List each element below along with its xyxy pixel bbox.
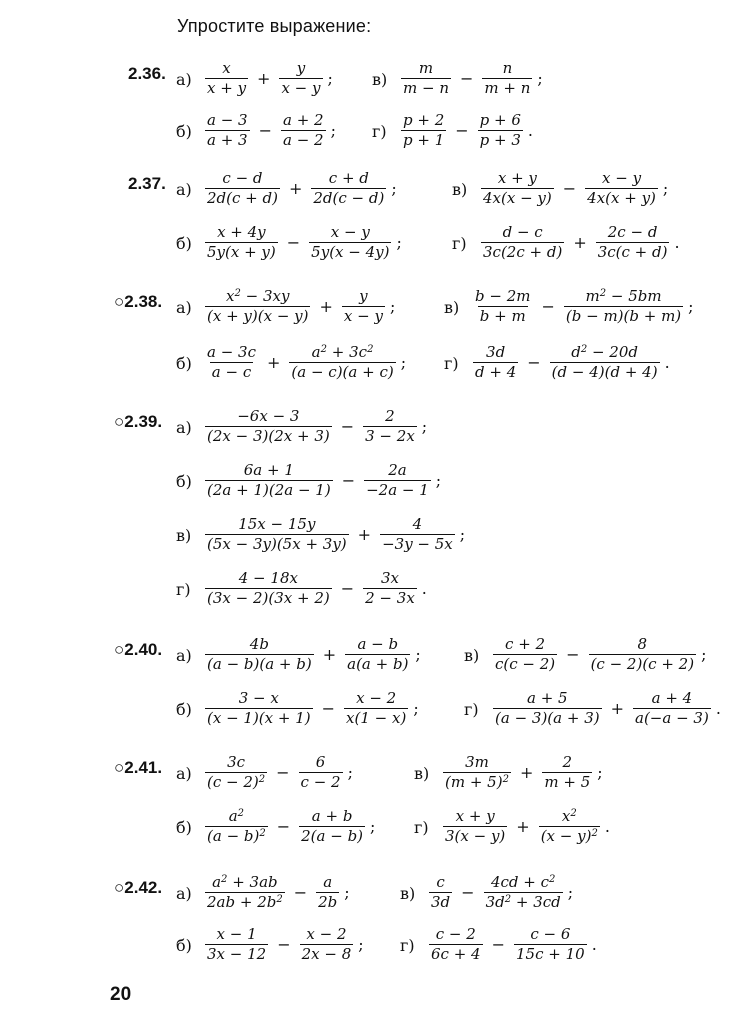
fraction: [360, 408, 420, 445]
math-expression: [202, 224, 402, 261]
math-expression: [202, 462, 441, 499]
denominator: 3 − 2x: [365, 427, 415, 445]
operator: −: [491, 935, 505, 954]
punctuation: .: [664, 353, 670, 372]
numerator: $a^2 + 3ab$: [212, 873, 278, 891]
numerator: d − c: [502, 223, 543, 241]
item-label: б): [176, 700, 192, 719]
fraction: [470, 344, 521, 381]
numerator: $m^2 - 5bm$: [585, 287, 662, 305]
math-expression: [202, 112, 336, 149]
denominator: (a − 3)(a + 3): [495, 709, 600, 727]
denominator: (x − 1)(x + 1): [207, 709, 311, 727]
numerator: x − 2: [356, 689, 397, 707]
denominator: (c − 2)(c + 2): [590, 655, 695, 673]
denominator: 4x(x + y): [587, 189, 656, 207]
denominator: m − n: [403, 79, 449, 97]
math-expression: [398, 60, 543, 97]
denominator: a + 3: [207, 131, 248, 149]
numerator: a − 3: [207, 111, 248, 129]
numerator: 6: [315, 753, 326, 771]
fraction: [202, 344, 261, 381]
math-expression: [202, 60, 333, 97]
fraction: [339, 288, 388, 325]
item-label: а): [176, 70, 192, 89]
fraction: [561, 288, 686, 325]
numerator: c − d: [222, 169, 263, 187]
denominator: (x + y)(x − y): [207, 307, 309, 325]
punctuation: ;: [330, 121, 336, 140]
numerator: 3x: [380, 569, 399, 587]
item-label: г): [444, 354, 459, 373]
fraction: [202, 112, 253, 149]
denominator: 5y(x + y): [207, 243, 276, 261]
denominator: 2x − 8: [301, 945, 352, 963]
item-label: а): [176, 764, 192, 783]
numerator: $a^2$: [228, 807, 245, 825]
fraction: [202, 224, 281, 261]
operator: −: [321, 699, 336, 718]
fraction: [377, 516, 458, 553]
math-expression: [202, 288, 395, 325]
numerator: 3m: [465, 753, 489, 771]
numerator: y: [359, 287, 368, 305]
punctuation: ;: [688, 297, 694, 316]
item-label: в): [176, 526, 192, 545]
math-expression: [202, 408, 427, 445]
denominator: x + y: [207, 79, 247, 97]
operator: −: [276, 763, 290, 782]
fraction: [475, 112, 526, 149]
operator: +: [516, 817, 530, 836]
problem-number: ○2.41.: [114, 758, 163, 777]
item-label: б): [176, 122, 192, 141]
numerator: a + 2: [283, 111, 324, 129]
denominator: 15c + 10: [516, 945, 585, 963]
denominator: (a − c)(a + c): [291, 363, 394, 381]
math-expression: [478, 224, 680, 261]
punctuation: ;: [415, 645, 421, 664]
item-label: а): [176, 884, 192, 903]
denominator: (5x − 3y)(5x + 3y): [207, 535, 347, 553]
fraction: [202, 874, 288, 911]
denominator: 6c + 4: [431, 945, 481, 963]
punctuation: ;: [344, 883, 350, 902]
denominator: b + m: [479, 307, 526, 325]
denominator: $3d^2 + 3cd$: [485, 893, 561, 911]
operator: −: [277, 935, 291, 954]
punctuation: ;: [327, 69, 333, 88]
math-expression: [202, 344, 406, 381]
denominator: (2x − 3)(2x + 3): [207, 427, 330, 445]
item-label: в): [452, 180, 468, 199]
numerator: a + b: [311, 807, 353, 825]
operator: −: [340, 417, 355, 436]
item-label: г): [414, 818, 429, 837]
numerator: x + 4y: [217, 223, 266, 241]
denominator: $(m + 5)^2$: [445, 773, 509, 791]
fraction: [630, 690, 714, 727]
item-label: б): [176, 472, 192, 491]
punctuation: ;: [597, 763, 603, 782]
numerator: 2a: [388, 461, 407, 479]
denominator: 2d(c − d): [313, 189, 385, 207]
denominator: x(1 − x): [346, 709, 407, 727]
numerator: n: [502, 59, 513, 77]
denominator: (a − b)(a + b): [207, 655, 312, 673]
operator: −: [541, 297, 555, 316]
fraction: [593, 224, 673, 261]
numerator: a − b: [357, 635, 399, 653]
math-expression: [202, 636, 421, 673]
denominator: (b − m)(b + m): [565, 307, 682, 325]
math-expression: [202, 926, 364, 963]
item-label: б): [176, 234, 192, 253]
numerator: b − 2m: [475, 287, 531, 305]
denominator: a(a + b): [347, 655, 409, 673]
fraction: [342, 636, 413, 673]
punctuation: ;: [389, 297, 396, 316]
fraction: [470, 288, 535, 325]
numerator: $4cd + c^2$: [490, 873, 556, 891]
fraction: [202, 636, 317, 673]
math-expression: [202, 874, 350, 911]
item-label: б): [176, 354, 192, 373]
operator: +: [610, 699, 624, 718]
fraction: [478, 170, 557, 207]
operator: +: [288, 179, 303, 198]
problem-number: ○2.39.: [114, 412, 163, 431]
fraction: [202, 60, 251, 97]
denominator: x − y: [281, 79, 321, 97]
fraction: [202, 690, 316, 727]
item-label: в): [400, 884, 416, 903]
item-label: а): [176, 298, 192, 317]
numerator: p + 2: [403, 111, 445, 129]
operator: −: [566, 645, 580, 664]
numerator: c + 2: [505, 635, 546, 653]
numerator: $x^2$: [561, 807, 577, 825]
numerator: 4 − 18x: [238, 569, 298, 587]
punctuation: ;: [567, 883, 574, 902]
fraction: [202, 570, 335, 607]
numerator: $x^2 - 3xy$: [226, 287, 290, 305]
numerator: x − y: [602, 169, 642, 187]
fraction: [490, 636, 560, 673]
fraction: [547, 344, 663, 381]
numerator: 3c: [227, 753, 246, 771]
fraction: [202, 462, 336, 499]
fraction: [490, 690, 605, 727]
item-label: б): [176, 936, 192, 955]
denominator: 3c(c + d): [597, 243, 668, 261]
fraction: [308, 170, 389, 207]
numerator: x − 1: [216, 925, 257, 943]
operator: −: [286, 233, 301, 252]
denominator: 3x − 12: [207, 945, 267, 963]
numerator: 3 − x: [238, 689, 279, 707]
punctuation: ;: [421, 417, 428, 436]
numerator: c + d: [328, 169, 369, 187]
operator: +: [357, 525, 372, 544]
denominator: m + 5: [544, 773, 591, 791]
denominator: 3(x − y): [445, 827, 506, 845]
problem-number: 2.36.: [128, 64, 166, 83]
fraction: [341, 690, 411, 727]
item-label: а): [176, 180, 192, 199]
denominator: m + n: [484, 79, 531, 97]
problem-number: ○2.38.: [114, 292, 163, 311]
punctuation: .: [674, 233, 680, 252]
item-label: г): [372, 122, 387, 141]
numerator: c: [436, 873, 445, 891]
operator: +: [319, 297, 333, 316]
fraction: [481, 874, 566, 911]
denominator: $(c - 2)^2$: [207, 773, 266, 791]
punctuation: ;: [391, 179, 397, 198]
fraction: [536, 808, 603, 845]
punctuation: .: [715, 699, 721, 718]
punctuation: ;: [413, 699, 419, 718]
numerator: x + y: [497, 169, 537, 187]
math-expression: [490, 690, 721, 727]
math-expression: [202, 690, 419, 727]
numerator: c − 2: [435, 925, 476, 943]
fraction: [361, 462, 434, 499]
operator: +: [519, 763, 534, 782]
item-label: г): [176, 580, 191, 599]
fraction: [360, 570, 420, 607]
denominator: −3y − 5x: [382, 535, 453, 553]
denominator: a − c: [211, 363, 252, 381]
problem-number: ○2.42.: [114, 878, 163, 897]
numerator: 2: [385, 407, 395, 425]
operator: −: [461, 883, 475, 902]
numerator: 2: [562, 753, 573, 771]
item-label: в): [444, 298, 460, 317]
item-label: в): [372, 70, 388, 89]
operator: −: [527, 353, 541, 372]
punctuation: ;: [662, 179, 669, 198]
denominator: −2a − 1: [366, 481, 429, 499]
numerator: 8: [637, 635, 648, 653]
punctuation: ;: [358, 935, 364, 954]
math-expression: [426, 926, 597, 963]
denominator: 3d: [431, 893, 451, 911]
operator: −: [341, 471, 356, 490]
numerator: x + y: [455, 807, 495, 825]
denominator: x − y: [343, 307, 383, 325]
operator: −: [340, 579, 355, 598]
denominator: (d − 4)(d + 4): [551, 363, 658, 381]
operator: −: [276, 817, 291, 836]
math-expression: [440, 808, 610, 845]
denominator: 2d(c + d): [207, 189, 278, 207]
fraction: [286, 344, 398, 381]
fraction: [202, 516, 352, 553]
operator: −: [455, 121, 469, 140]
denominator: 2(a − b): [301, 827, 364, 845]
numerator: $d^2 - 20d$: [571, 343, 638, 361]
punctuation: .: [527, 121, 533, 140]
fraction: [440, 754, 514, 791]
fraction: [297, 926, 357, 963]
math-expression: [202, 570, 427, 607]
item-label: г): [464, 700, 479, 719]
fraction: [539, 754, 595, 791]
fraction: [202, 408, 335, 445]
numerator: c − 6: [530, 925, 571, 943]
numerator: 2c − d: [607, 223, 658, 241]
math-expression: [470, 288, 694, 325]
punctuation: .: [591, 935, 597, 954]
fraction: [202, 170, 283, 207]
punctuation: ;: [370, 817, 376, 836]
denominator: p + 1: [403, 131, 445, 149]
numerator: a − 3c: [207, 343, 256, 361]
numerator: 6a + 1: [243, 461, 294, 479]
fraction: [478, 224, 567, 261]
fraction: [313, 874, 342, 911]
fraction: [479, 60, 535, 97]
fraction: [202, 754, 270, 791]
denominator: c − 2: [300, 773, 341, 791]
problem-number: 2.37.: [128, 174, 166, 193]
numerator: y: [296, 59, 306, 77]
math-expression: [202, 754, 353, 791]
item-label: а): [176, 418, 192, 437]
fraction: [276, 60, 325, 97]
operator: +: [267, 353, 281, 372]
math-expression: [398, 112, 533, 149]
fraction: [296, 754, 346, 791]
fraction: [202, 926, 271, 963]
operator: −: [293, 883, 308, 902]
fraction: [440, 808, 510, 845]
numerator: m: [418, 59, 434, 77]
fraction: [296, 808, 368, 845]
math-expression: [202, 808, 375, 845]
fraction: [426, 926, 486, 963]
denominator: a − 2: [283, 131, 324, 149]
punctuation: ;: [396, 233, 402, 252]
operator: +: [322, 645, 337, 664]
item-label: г): [452, 234, 467, 253]
denominator: $(a - b)^2$: [207, 827, 266, 845]
math-expression: [202, 170, 397, 207]
math-expression: [440, 754, 603, 791]
punctuation: ;: [347, 763, 353, 782]
fraction: [426, 874, 455, 911]
math-expression: [490, 636, 706, 673]
punctuation: ;: [435, 471, 442, 490]
denominator: (2a + 1)(2a − 1): [207, 481, 331, 499]
fraction: [398, 112, 449, 149]
numerator: x: [222, 59, 231, 77]
denominator: a(−a − 3): [635, 709, 709, 727]
operator: −: [460, 69, 474, 88]
fraction: [398, 60, 454, 97]
item-label: в): [414, 764, 430, 783]
denominator: c(c − 2): [495, 655, 556, 673]
denominator: (3x − 2)(3x + 2): [207, 589, 330, 607]
punctuation: ;: [400, 353, 407, 372]
punctuation: ;: [459, 525, 466, 544]
problem-number: ○2.40.: [114, 640, 163, 659]
numerator: −6x − 3: [237, 407, 300, 425]
denominator: $2ab + 2b^2$: [207, 893, 283, 911]
math-expression: [202, 516, 465, 553]
fraction: [582, 170, 661, 207]
numerator: a: [323, 873, 333, 891]
punctuation: ;: [537, 69, 543, 88]
fraction: [306, 224, 394, 261]
fraction: [202, 808, 271, 845]
math-expression: [478, 170, 668, 207]
denominator: 2 − 3x: [365, 589, 415, 607]
math-expression: [426, 874, 573, 911]
numerator: $a^2 + 3c^2$: [311, 343, 374, 361]
denominator: p + 3: [479, 131, 521, 149]
exercise-header: Упростите выражение:: [177, 16, 372, 36]
numerator: a + 5: [527, 689, 568, 707]
denominator: $(x - y)^2$: [540, 827, 598, 845]
denominator: 2b: [318, 893, 338, 911]
item-label: в): [464, 646, 480, 665]
numerator: 15x − 15y: [238, 515, 316, 533]
numerator: p + 6: [479, 111, 521, 129]
denominator: 4x(x − y): [483, 189, 552, 207]
numerator: 4b: [249, 635, 269, 653]
page-number: 20: [110, 984, 132, 1005]
denominator: 5y(x − 4y): [311, 243, 390, 261]
numerator: 4: [412, 515, 423, 533]
item-label: г): [400, 936, 415, 955]
operator: −: [562, 179, 577, 198]
item-label: а): [176, 646, 192, 665]
numerator: x − 2: [306, 925, 347, 943]
numerator: x − y: [330, 223, 370, 241]
math-expression: [470, 344, 670, 381]
punctuation: ;: [701, 645, 707, 664]
denominator: 3c(2c + d): [483, 243, 563, 261]
operator: +: [573, 233, 587, 252]
punctuation: .: [604, 817, 610, 836]
operator: +: [257, 69, 271, 88]
fraction: [278, 112, 329, 149]
denominator: d + 4: [475, 363, 517, 381]
fraction: [511, 926, 590, 963]
operator: −: [258, 121, 272, 140]
punctuation: .: [421, 579, 427, 598]
fraction: [202, 288, 313, 325]
numerator: 3d: [486, 343, 506, 361]
numerator: a + 4: [651, 689, 693, 707]
item-label: б): [176, 818, 192, 837]
fraction: [586, 636, 700, 673]
